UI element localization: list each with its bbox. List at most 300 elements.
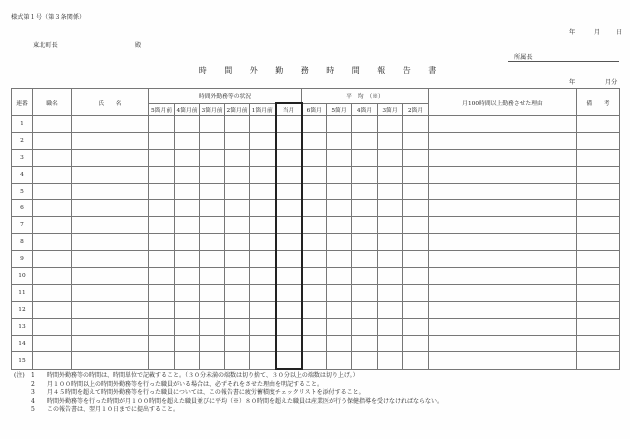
avg-6-months-cell[interactable] <box>302 335 327 352</box>
month-5-before-cell[interactable] <box>149 183 175 200</box>
remarks-cell[interactable] <box>577 318 620 335</box>
col-header-average-group: 平 均 （※） <box>302 89 429 104</box>
remarks-cell[interactable] <box>577 132 620 149</box>
avg-2-months-cell[interactable] <box>403 183 429 200</box>
table-row <box>12 335 620 352</box>
month-4-before-cell[interactable] <box>175 284 200 301</box>
name-cell[interactable] <box>72 234 149 251</box>
avg-6-months-cell[interactable] <box>302 149 327 166</box>
month-1-before-cell[interactable] <box>250 335 276 352</box>
row-serial-number: 11 <box>12 284 33 301</box>
month-2-before-cell[interactable] <box>225 200 250 217</box>
name-cell[interactable] <box>72 166 149 183</box>
row-serial-number: 1 <box>12 116 33 133</box>
month-3-before-cell[interactable] <box>200 301 225 318</box>
avg-5-months-cell[interactable] <box>327 284 352 301</box>
month-4-before-cell[interactable] <box>175 301 200 318</box>
month-5-before-cell[interactable] <box>149 132 175 149</box>
avg-2-months-cell[interactable] <box>403 217 429 234</box>
note-number: 2 <box>31 380 35 388</box>
month-3-before-cell[interactable] <box>200 335 225 352</box>
current-month-cell[interactable] <box>276 234 302 251</box>
avg-5-months-cell[interactable] <box>327 217 352 234</box>
row-serial-number: 4 <box>12 166 33 183</box>
avg-6-months-cell[interactable] <box>302 132 327 149</box>
month-5-before-cell[interactable] <box>149 318 175 335</box>
col-header-avg-4-months: 4箇月 <box>352 103 378 116</box>
remarks-cell[interactable] <box>577 149 620 166</box>
month-2-before-cell[interactable] <box>225 116 250 133</box>
table-row <box>12 200 620 217</box>
col-header-avg-6-months: 6箇月 <box>302 103 327 116</box>
avg-4-months-cell[interactable] <box>352 251 378 268</box>
notes-section <box>14 372 443 415</box>
row-serial-number: 15 <box>12 352 33 369</box>
row-serial-number: 12 <box>12 301 33 318</box>
job-title-cell[interactable] <box>33 149 72 166</box>
month-3-before-cell[interactable] <box>200 284 225 301</box>
overtime-report-table <box>11 88 620 370</box>
table-row <box>12 183 620 200</box>
date-month-label: 月 <box>594 29 601 36</box>
avg-3-months-cell[interactable] <box>378 116 403 133</box>
remarks-cell[interactable] <box>577 234 620 251</box>
table-row <box>12 352 620 369</box>
month-5-before-cell[interactable] <box>149 251 175 268</box>
month-4-before-cell[interactable] <box>175 268 200 285</box>
avg-2-months-cell[interactable] <box>403 149 429 166</box>
avg-4-months-cell[interactable] <box>352 116 378 133</box>
month-3-before-cell[interactable] <box>200 200 225 217</box>
avg-5-months-cell[interactable] <box>327 352 352 369</box>
avg-5-months-cell[interactable] <box>327 268 352 285</box>
month-5-before-cell[interactable] <box>149 149 175 166</box>
month-3-before-cell[interactable] <box>200 132 225 149</box>
col-header-avg-3-months: 3箇月 <box>378 103 403 116</box>
current-month-cell[interactable] <box>276 352 302 369</box>
job-title-cell[interactable] <box>33 251 72 268</box>
avg-6-months-cell[interactable] <box>302 352 327 369</box>
avg-4-months-cell[interactable] <box>352 217 378 234</box>
reason-cell[interactable] <box>429 183 577 200</box>
current-month-cell[interactable] <box>276 284 302 301</box>
avg-3-months-cell[interactable] <box>378 335 403 352</box>
avg-5-months-cell[interactable] <box>327 234 352 251</box>
job-title-cell[interactable] <box>33 268 72 285</box>
avg-5-months-cell[interactable] <box>327 149 352 166</box>
month-4-before-cell[interactable] <box>175 217 200 234</box>
note-number: 1 <box>31 372 35 379</box>
avg-3-months-cell[interactable] <box>378 149 403 166</box>
col-header-5-months-before: 5箇月前 <box>149 103 175 116</box>
remarks-cell[interactable] <box>577 335 620 352</box>
avg-6-months-cell[interactable] <box>302 234 327 251</box>
month-4-before-cell[interactable] <box>175 183 200 200</box>
name-cell[interactable] <box>72 183 149 200</box>
row-serial-number: 10 <box>12 268 33 285</box>
avg-2-months-cell[interactable] <box>403 284 429 301</box>
job-title-cell[interactable] <box>33 200 72 217</box>
title-char: 間 <box>351 66 360 75</box>
remarks-cell[interactable] <box>577 352 620 369</box>
current-month-cell[interactable] <box>276 132 302 149</box>
job-title-cell[interactable] <box>33 318 72 335</box>
month-1-before-cell[interactable] <box>250 251 276 268</box>
remarks-cell[interactable] <box>577 301 620 318</box>
month-3-before-cell[interactable] <box>200 166 225 183</box>
avg-5-months-cell[interactable] <box>327 318 352 335</box>
month-5-before-cell[interactable] <box>149 284 175 301</box>
avg-3-months-cell[interactable] <box>378 318 403 335</box>
month-2-before-cell[interactable] <box>225 183 250 200</box>
avg-2-months-cell[interactable] <box>403 234 429 251</box>
avg-3-months-cell[interactable] <box>378 183 403 200</box>
avg-5-months-cell[interactable] <box>327 166 352 183</box>
avg-6-months-cell[interactable] <box>302 268 327 285</box>
month-1-before-cell[interactable] <box>250 234 276 251</box>
avg-4-months-cell[interactable] <box>352 132 378 149</box>
reason-cell[interactable] <box>429 234 577 251</box>
name-cell[interactable] <box>72 284 149 301</box>
current-month-cell[interactable] <box>276 116 302 133</box>
month-1-before-cell[interactable] <box>250 301 276 318</box>
col-header-2-months-before: 2箇月前 <box>225 103 250 116</box>
current-month-cell[interactable] <box>276 301 302 318</box>
avg-2-months-cell[interactable] <box>403 301 429 318</box>
avg-5-months-cell[interactable] <box>327 200 352 217</box>
remarks-cell[interactable] <box>577 217 620 234</box>
title-char: 時 <box>198 66 207 75</box>
month-2-before-cell[interactable] <box>225 149 250 166</box>
form-number: 様式第１号（第３条関係） <box>11 14 86 21</box>
table-row <box>12 116 620 133</box>
job-title-cell[interactable] <box>33 183 72 200</box>
month-2-before-cell[interactable] <box>225 335 250 352</box>
avg-6-months-cell[interactable] <box>302 166 327 183</box>
month-2-before-cell[interactable] <box>225 301 250 318</box>
avg-3-months-cell[interactable] <box>378 166 403 183</box>
month-3-before-cell[interactable] <box>200 251 225 268</box>
month-1-before-cell[interactable] <box>250 352 276 369</box>
row-serial-number: 5 <box>12 183 33 200</box>
current-month-cell[interactable] <box>276 200 302 217</box>
month-1-before-cell[interactable] <box>250 166 276 183</box>
month-4-before-cell[interactable] <box>175 352 200 369</box>
table-row <box>12 166 620 183</box>
title-char: 告 <box>402 66 411 75</box>
remarks-cell[interactable] <box>577 183 620 200</box>
month-4-before-cell[interactable] <box>175 251 200 268</box>
avg-6-months-cell[interactable] <box>302 251 327 268</box>
col-header-1-month-before: 1箇月前 <box>250 103 276 116</box>
month-1-before-cell[interactable] <box>250 116 276 133</box>
remarks-cell[interactable] <box>577 251 620 268</box>
table-row <box>12 301 620 318</box>
month-2-before-cell[interactable] <box>225 318 250 335</box>
month-3-before-cell[interactable] <box>200 234 225 251</box>
avg-2-months-cell[interactable] <box>403 116 429 133</box>
avg-5-months-cell[interactable] <box>327 116 352 133</box>
honorific: 殿 <box>135 42 142 49</box>
job-title-cell[interactable] <box>33 166 72 183</box>
page-title <box>190 65 445 76</box>
job-title-cell[interactable] <box>33 116 72 133</box>
month-4-before-cell[interactable] <box>175 335 200 352</box>
date-day-label: 日 <box>616 29 623 36</box>
month-1-before-cell[interactable] <box>250 200 276 217</box>
avg-6-months-cell[interactable] <box>302 200 327 217</box>
job-title-cell[interactable] <box>33 217 72 234</box>
note-item <box>14 381 443 390</box>
title-char: 外 <box>249 66 258 75</box>
avg-3-months-cell[interactable] <box>378 200 403 217</box>
avg-3-months-cell[interactable] <box>378 217 403 234</box>
row-serial-number: 3 <box>12 149 33 166</box>
avg-3-months-cell[interactable] <box>378 132 403 149</box>
month-5-before-cell[interactable] <box>149 166 175 183</box>
month-2-before-cell[interactable] <box>225 284 250 301</box>
row-serial-number: 13 <box>12 318 33 335</box>
month-5-before-cell[interactable] <box>149 352 175 369</box>
avg-6-months-cell[interactable] <box>302 318 327 335</box>
date-year-label: 年 <box>569 29 576 36</box>
reason-cell[interactable] <box>429 116 577 133</box>
month-5-before-cell[interactable] <box>149 268 175 285</box>
month-1-before-cell[interactable] <box>250 217 276 234</box>
avg-4-months-cell[interactable] <box>352 200 378 217</box>
reason-cell[interactable] <box>429 132 577 149</box>
row-serial-number: 8 <box>12 234 33 251</box>
name-cell[interactable] <box>72 200 149 217</box>
current-month-cell[interactable] <box>276 251 302 268</box>
current-month-cell[interactable] <box>276 335 302 352</box>
month-3-before-cell[interactable] <box>200 183 225 200</box>
job-title-cell[interactable] <box>33 301 72 318</box>
table-row <box>12 318 620 335</box>
month-1-before-cell[interactable] <box>250 183 276 200</box>
note-text: この報告書は、翌月１０日までに提出すること。 <box>47 406 180 414</box>
avg-2-months-cell[interactable] <box>403 132 429 149</box>
avg-4-months-cell[interactable] <box>352 335 378 352</box>
remarks-cell[interactable] <box>577 116 620 133</box>
avg-4-months-cell[interactable] <box>352 183 378 200</box>
avg-4-months-cell[interactable] <box>352 268 378 285</box>
manager-signature-line[interactable] <box>508 52 619 62</box>
manager-label: 所属長 <box>514 54 533 61</box>
avg-4-months-cell[interactable] <box>352 166 378 183</box>
avg-6-months-cell[interactable] <box>302 284 327 301</box>
name-cell[interactable] <box>72 318 149 335</box>
note-item <box>14 406 443 415</box>
avg-2-months-cell[interactable] <box>403 318 429 335</box>
avg-4-months-cell[interactable] <box>352 149 378 166</box>
reason-cell[interactable] <box>429 352 577 369</box>
month-1-before-cell[interactable] <box>250 268 276 285</box>
note-item <box>14 389 443 398</box>
col-header-remarks: 備 考 <box>577 89 620 116</box>
current-month-cell[interactable] <box>276 318 302 335</box>
table-row <box>12 251 620 268</box>
avg-2-months-cell[interactable] <box>403 200 429 217</box>
row-serial-number: 14 <box>12 335 33 352</box>
row-serial-number: 2 <box>12 132 33 149</box>
month-3-before-cell[interactable] <box>200 116 225 133</box>
title-char: 報 <box>377 66 386 75</box>
month-2-before-cell[interactable] <box>225 268 250 285</box>
month-4-before-cell[interactable] <box>175 149 200 166</box>
avg-2-months-cell[interactable] <box>403 335 429 352</box>
current-month-cell[interactable] <box>276 166 302 183</box>
name-cell[interactable] <box>72 116 149 133</box>
avg-6-months-cell[interactable] <box>302 217 327 234</box>
name-cell[interactable] <box>72 132 149 149</box>
avg-2-months-cell[interactable] <box>403 352 429 369</box>
avg-4-months-cell[interactable] <box>352 284 378 301</box>
name-cell[interactable] <box>72 335 149 352</box>
month-3-before-cell[interactable] <box>200 268 225 285</box>
month-3-before-cell[interactable] <box>200 318 225 335</box>
month-2-before-cell[interactable] <box>225 217 250 234</box>
col-header-4-months-before: 4箇月前 <box>175 103 200 116</box>
avg-4-months-cell[interactable] <box>352 318 378 335</box>
name-cell[interactable] <box>72 217 149 234</box>
avg-4-months-cell[interactable] <box>352 234 378 251</box>
reason-cell[interactable] <box>429 251 577 268</box>
title-char: 書 <box>428 66 437 75</box>
avg-6-months-cell[interactable] <box>302 183 327 200</box>
reason-cell[interactable] <box>429 318 577 335</box>
avg-3-months-cell[interactable] <box>378 268 403 285</box>
note-number: 5 <box>31 406 35 414</box>
month-3-before-cell[interactable] <box>200 149 225 166</box>
name-cell[interactable] <box>72 149 149 166</box>
avg-5-months-cell[interactable] <box>327 183 352 200</box>
month-1-before-cell[interactable] <box>250 318 276 335</box>
month-5-before-cell[interactable] <box>149 234 175 251</box>
note-text: 時間外勤務等の時間は、時間単位で記載すること。（３０分未満の端数は切り捨て、３０分以上の端数は切り上げ。） <box>47 372 359 379</box>
current-month-cell[interactable] <box>276 268 302 285</box>
reason-cell[interactable] <box>429 284 577 301</box>
month-2-before-cell[interactable] <box>225 132 250 149</box>
current-month-cell[interactable] <box>276 149 302 166</box>
reason-cell[interactable] <box>429 200 577 217</box>
month-5-before-cell[interactable] <box>149 301 175 318</box>
month-4-before-cell[interactable] <box>175 200 200 217</box>
row-serial-number: 7 <box>12 217 33 234</box>
month-5-before-cell[interactable] <box>149 116 175 133</box>
name-cell[interactable] <box>72 251 149 268</box>
month-2-before-cell[interactable] <box>225 166 250 183</box>
reason-cell[interactable] <box>429 149 577 166</box>
month-1-before-cell[interactable] <box>250 284 276 301</box>
remarks-cell[interactable] <box>577 284 620 301</box>
month-4-before-cell[interactable] <box>175 318 200 335</box>
current-month-cell[interactable] <box>276 183 302 200</box>
avg-2-months-cell[interactable] <box>403 166 429 183</box>
remarks-cell[interactable] <box>577 200 620 217</box>
month-4-before-cell[interactable] <box>175 234 200 251</box>
col-header-current-month: 当月 <box>276 103 302 116</box>
note-number: 4 <box>31 397 35 405</box>
current-month-cell[interactable] <box>276 217 302 234</box>
month-1-before-cell[interactable] <box>250 132 276 149</box>
month-2-before-cell[interactable] <box>225 234 250 251</box>
title-char: 時 <box>326 66 335 75</box>
col-header-avg-2-months: 2箇月 <box>403 103 429 116</box>
note-item <box>14 372 443 381</box>
job-title-cell[interactable] <box>33 234 72 251</box>
avg-5-months-cell[interactable] <box>327 301 352 318</box>
avg-3-months-cell[interactable] <box>378 234 403 251</box>
reason-cell[interactable] <box>429 217 577 234</box>
reason-cell[interactable] <box>429 268 577 285</box>
month-1-before-cell[interactable] <box>250 149 276 166</box>
avg-3-months-cell[interactable] <box>378 301 403 318</box>
avg-4-months-cell[interactable] <box>352 301 378 318</box>
avg-6-months-cell[interactable] <box>302 301 327 318</box>
table-row <box>12 284 620 301</box>
avg-5-months-cell[interactable] <box>327 132 352 149</box>
notes-label: (注) <box>14 372 25 379</box>
avg-2-months-cell[interactable] <box>403 268 429 285</box>
col-header-reason: 月100時間以上勤務させた理由 <box>429 89 577 116</box>
month-5-before-cell[interactable] <box>149 217 175 234</box>
month-2-before-cell[interactable] <box>225 352 250 369</box>
month-4-before-cell[interactable] <box>175 116 200 133</box>
month-3-before-cell[interactable] <box>200 217 225 234</box>
avg-2-months-cell[interactable] <box>403 251 429 268</box>
job-title-cell[interactable] <box>33 352 72 369</box>
remarks-cell[interactable] <box>577 166 620 183</box>
period-year-label: 年 <box>569 79 576 86</box>
job-title-cell[interactable] <box>33 132 72 149</box>
month-4-before-cell[interactable] <box>175 132 200 149</box>
reason-cell[interactable] <box>429 335 577 352</box>
avg-5-months-cell[interactable] <box>327 335 352 352</box>
month-5-before-cell[interactable] <box>149 335 175 352</box>
job-title-cell[interactable] <box>33 335 72 352</box>
avg-6-months-cell[interactable] <box>302 116 327 133</box>
col-header-status-group: 時間外勤務等の状況 <box>149 89 302 104</box>
reason-cell[interactable] <box>429 166 577 183</box>
addressee: 東北町長 <box>33 42 58 49</box>
job-title-cell[interactable] <box>33 284 72 301</box>
remarks-cell[interactable] <box>577 268 620 285</box>
month-3-before-cell[interactable] <box>200 352 225 369</box>
month-2-before-cell[interactable] <box>225 251 250 268</box>
avg-3-months-cell[interactable] <box>378 251 403 268</box>
note-text: 時間外勤務等を行った時間が月１００時間を超えた職員並びに平均（※）８０時間を超えた職員は産業医が行う保健指導を受けなければならない。 <box>47 397 444 405</box>
title-char: 勤 <box>275 66 284 75</box>
avg-3-months-cell[interactable] <box>378 284 403 301</box>
note-text: 月４５時間を超えて時間外勤務等を行った職員については、この報告書に疲労蓄積度チェックリストを添付すること。 <box>47 389 365 397</box>
avg-4-months-cell[interactable] <box>352 352 378 369</box>
name-cell[interactable] <box>72 268 149 285</box>
name-cell[interactable] <box>72 301 149 318</box>
reason-cell[interactable] <box>429 301 577 318</box>
table-row <box>12 234 620 251</box>
avg-3-months-cell[interactable] <box>378 352 403 369</box>
note-text: 月１００時間以上の時間外勤務等を行った職員がいる場合は、必ずそれをさせた理由を明記すること。 <box>47 380 324 388</box>
table-body <box>12 116 620 370</box>
title-char: 務 <box>300 66 309 75</box>
month-5-before-cell[interactable] <box>149 200 175 217</box>
avg-5-months-cell[interactable] <box>327 251 352 268</box>
col-header-name: 氏 名 <box>72 89 149 116</box>
month-4-before-cell[interactable] <box>175 166 200 183</box>
name-cell[interactable] <box>72 352 149 369</box>
table-row <box>12 217 620 234</box>
